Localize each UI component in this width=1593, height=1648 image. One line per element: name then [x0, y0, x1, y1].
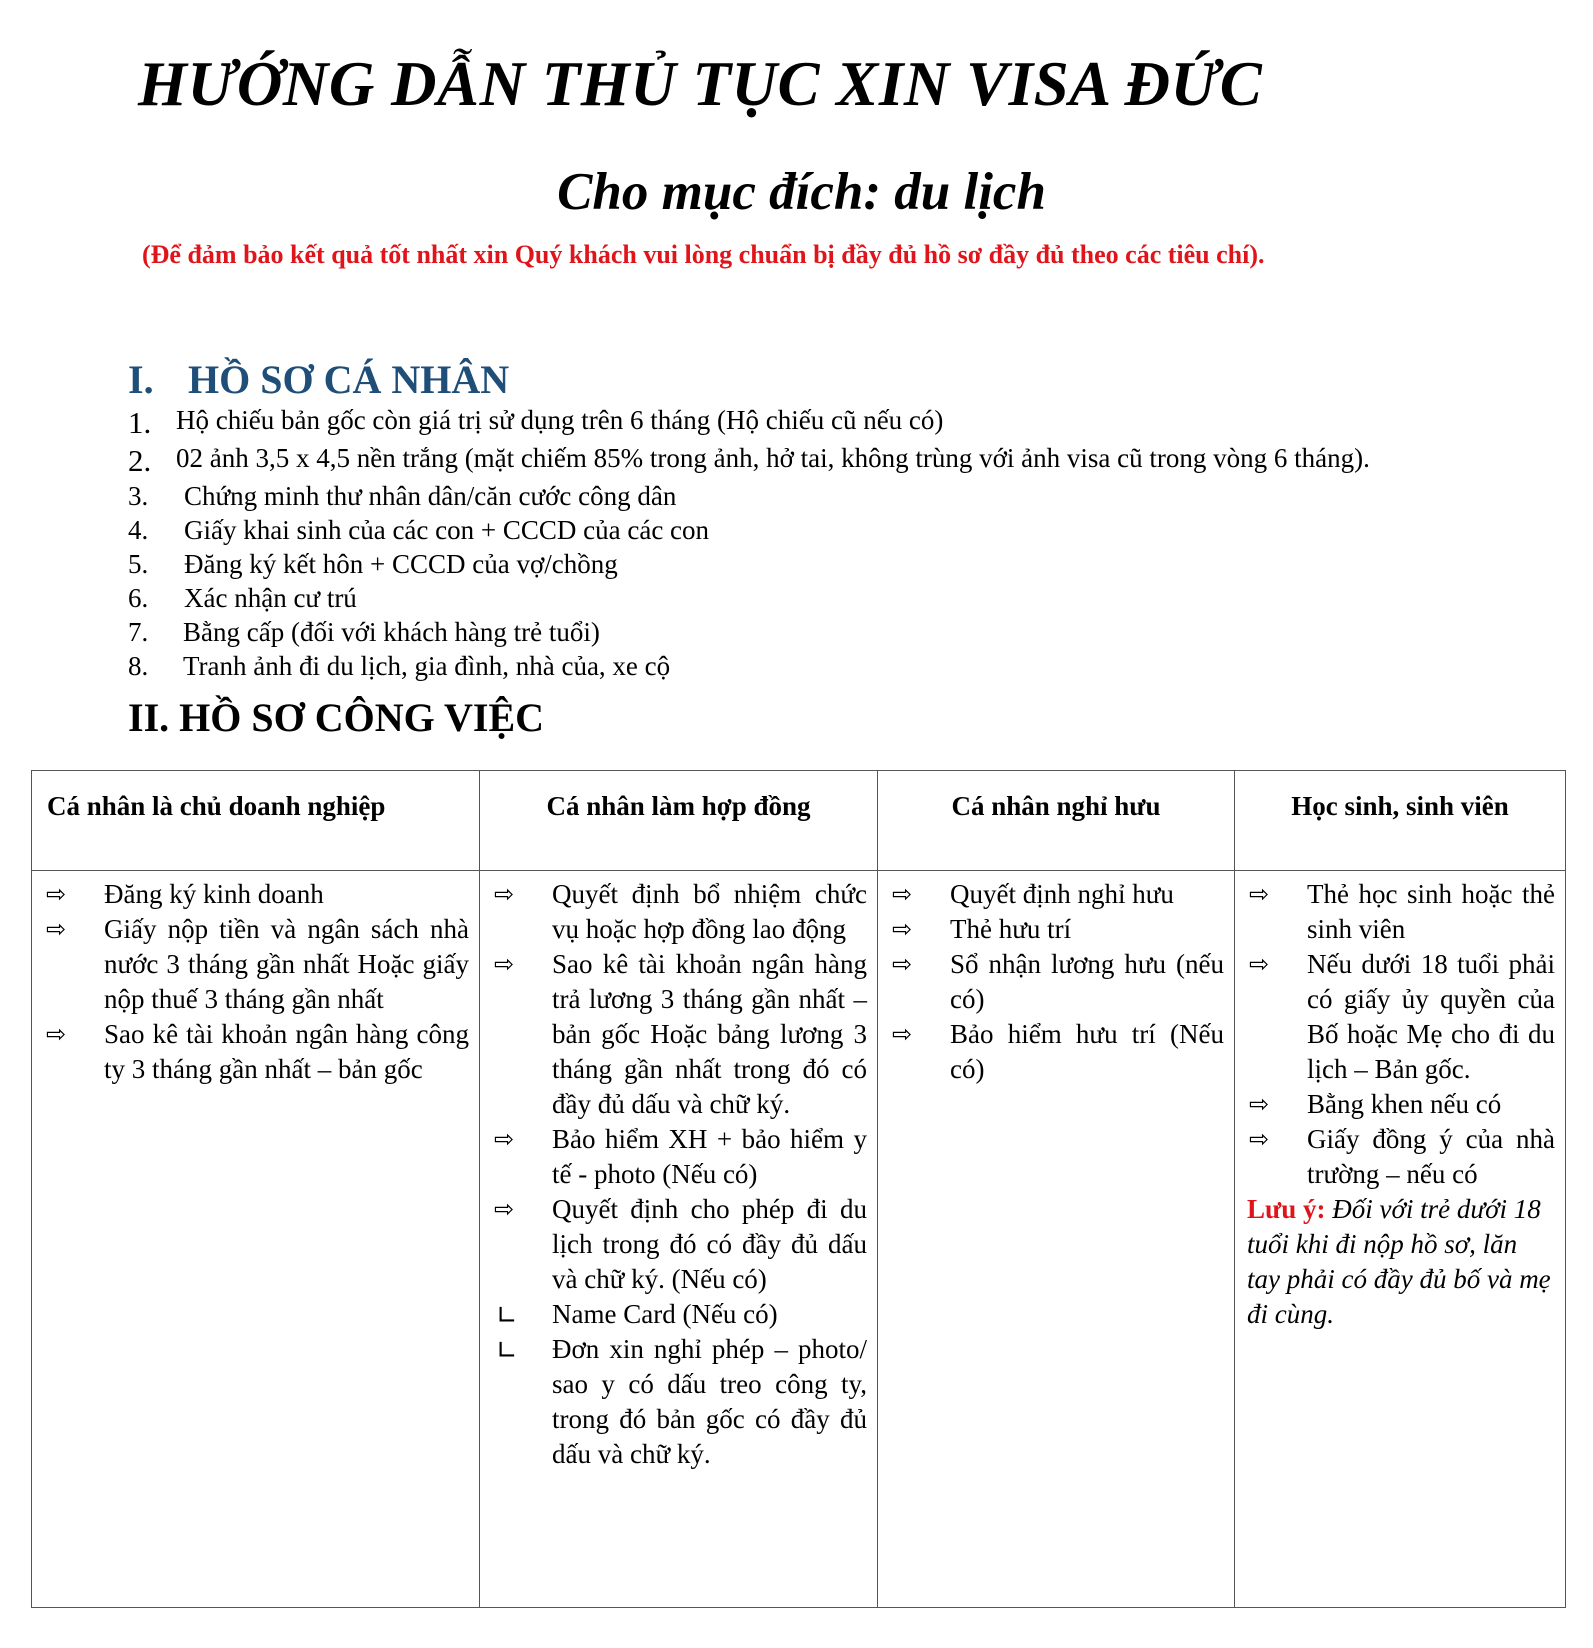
list-item	[890, 1017, 1224, 1087]
arrow-right-icon: ⇨	[46, 915, 67, 943]
page-title: HƯỚNG DẪN THỦ TỤC XIN VISA ĐỨC	[138, 49, 1263, 119]
item-text: Nếu dưới 18 tuổi phải có giấy ủy quyền của Bố hoặc Mẹ cho đi du lịch – Bản gốc.	[1307, 949, 1555, 1084]
header-business-owner: Cá nhân là chủ doanh nghiệp	[32, 771, 480, 871]
arrow-right-icon: ⇨	[892, 915, 913, 943]
item-text: Quyết định cho phép đi du lịch trong đó có đầy đủ dấu và chữ ký. (Nếu có)	[552, 1194, 867, 1294]
column-business-owner	[32, 871, 480, 1608]
list-number: 4.	[128, 515, 149, 545]
list-number: 8.	[128, 651, 149, 681]
list-item	[1247, 947, 1555, 1087]
list-item	[890, 877, 1224, 912]
item-text: Sao kê tài khoản ngân hàng trả lương 3 tháng gần nhất – bản gốc Hoặc bảng lương 3 tháng gần nhất trong đó có đầy đủ dấu và chữ ký.	[552, 949, 867, 1119]
student-note	[1247, 1192, 1555, 1332]
intro-note: (Để đảm bảo kết quả tốt nhất xin Quý khách vui lòng chuẩn bị đầy đủ hồ sơ đầy đủ theo các tiêu chí).	[142, 240, 1265, 269]
item-text: Bằng khen nếu có	[1307, 1089, 1502, 1119]
arrow-right-icon: ⇨	[892, 880, 913, 908]
page-subtitle: Cho mục đích: du lịch	[557, 163, 1046, 221]
list-item: Tranh ảnh đi du lịch, gia đình, nhà của, xe cộ	[183, 651, 671, 681]
list-item	[44, 877, 469, 912]
list-item	[492, 1297, 867, 1332]
arrow-right-icon: ⇨	[494, 880, 515, 908]
item-text: Bảo hiểm XH + bảo hiểm y tế - photo (Nếu có)	[552, 1124, 867, 1189]
item-text: Đơn xin nghỉ phép – photo/ sao y có dấu treo công ty, trong đó bản gốc có đầy đủ dấu và chữ ký.	[552, 1334, 867, 1469]
header-student: Học sinh, sinh viên	[1235, 771, 1566, 871]
column-retiree	[878, 871, 1235, 1608]
list-item: Đăng ký kết hôn + CCCD của vợ/chồng	[184, 549, 618, 579]
list-item	[492, 877, 867, 947]
list-item	[492, 947, 867, 1122]
arrow-right-icon: ⇨	[1249, 880, 1270, 908]
list-number: 7.	[128, 617, 149, 647]
list-item: Bằng cấp (đối với khách hàng trẻ tuổi)	[183, 617, 600, 647]
list-item	[492, 1332, 867, 1472]
section-work-heading: II. HỒ SƠ CÔNG VIỆC	[128, 695, 545, 740]
list-number: 1.	[128, 405, 152, 440]
list-item: Hộ chiếu bản gốc còn giá trị sử dụng trên 6 tháng (Hộ chiếu cũ nếu có)	[176, 405, 944, 435]
section-title: HỒ SƠ CÁ NHÂN	[188, 357, 510, 402]
list-item	[1247, 1087, 1555, 1122]
column-student	[1235, 871, 1566, 1608]
list-item: Chứng minh thư nhân dân/căn cước công dân	[184, 481, 677, 511]
section-personal-heading	[128, 356, 509, 403]
arrow-right-icon: ⇨	[1249, 950, 1270, 978]
list-item	[1247, 1122, 1555, 1192]
item-text: Đăng ký kinh doanh	[104, 879, 324, 909]
list-item: Xác nhận cư trú	[184, 583, 357, 613]
section-number: I.	[128, 357, 154, 402]
note-label: Lưu ý:	[1247, 1194, 1326, 1224]
arrow-right-icon: ⇨	[46, 1020, 67, 1048]
item-text: Name Card (Nếu có)	[552, 1299, 778, 1329]
item-text: Quyết định bổ nhiệm chức vụ hoặc hợp đồng lao động	[552, 879, 867, 944]
item-text: Sổ nhận lương hưu (nếu có)	[950, 949, 1224, 1014]
list-number: 2.	[128, 443, 152, 478]
list-item	[44, 1017, 469, 1087]
arrow-right-icon: ⇨	[892, 1020, 913, 1048]
item-text: Giấy đồng ý của nhà trường – nếu có	[1307, 1124, 1555, 1189]
arrow-right-icon: ⇨	[494, 950, 515, 978]
arrow-right-icon: ⇨	[494, 1125, 515, 1153]
list-item	[492, 1192, 867, 1297]
header-contract-worker: Cá nhân làm hợp đồng	[480, 771, 878, 871]
item-text: Sao kê tài khoản ngân hàng công ty 3 tháng gần nhất – bản gốc	[104, 1019, 469, 1084]
arrow-right-icon: ⇨	[892, 950, 913, 978]
work-docs-table	[31, 770, 1566, 1608]
list-item	[44, 912, 469, 1017]
personal-docs-list	[128, 405, 1370, 685]
table-row	[32, 871, 1566, 1608]
list-item	[492, 1122, 867, 1192]
item-text: Thẻ học sinh hoặc thẻ sinh viên	[1307, 879, 1555, 944]
arrow-right-icon: ⇨	[46, 880, 67, 908]
list-item: Giấy khai sinh của các con + CCCD của các con	[184, 515, 710, 545]
corner-icon: ∟	[496, 1336, 518, 1366]
list-number: 5.	[128, 549, 149, 579]
list-number: 6.	[128, 583, 149, 613]
list-number: 3.	[128, 481, 149, 511]
header-retiree: Cá nhân nghỉ hưu	[878, 771, 1235, 871]
list-item	[890, 912, 1224, 947]
item-text: Giấy nộp tiền và ngân sách nhà nước 3 tháng gần nhất Hoặc giấy nộp thuế 3 tháng gần nhất	[104, 914, 469, 1014]
arrow-right-icon: ⇨	[1249, 1090, 1270, 1118]
corner-icon: ∟	[496, 1301, 518, 1331]
arrow-right-icon: ⇨	[494, 1195, 515, 1223]
note-text: Đối với trẻ dưới 18 tuổi khi đi nộp hồ sơ, lăn tay phải có đầy đủ bố và mẹ đi cùng.	[1247, 1194, 1551, 1329]
list-item	[890, 947, 1224, 1017]
list-item: 02 ảnh 3,5 x 4,5 nền trắng (mặt chiếm 85% trong ảnh, hở tai, không trùng với ảnh visa cũ trong vòng 6 tháng).	[176, 443, 1370, 473]
list-item	[1247, 877, 1555, 947]
item-text: Quyết định nghỉ hưu	[950, 879, 1174, 909]
column-contract-worker	[480, 871, 878, 1608]
table-header-row	[32, 771, 1566, 871]
arrow-right-icon: ⇨	[1249, 1125, 1270, 1153]
item-text: Thẻ hưu trí	[950, 914, 1072, 944]
item-text: Bảo hiểm hưu trí (Nếu có)	[950, 1019, 1224, 1084]
